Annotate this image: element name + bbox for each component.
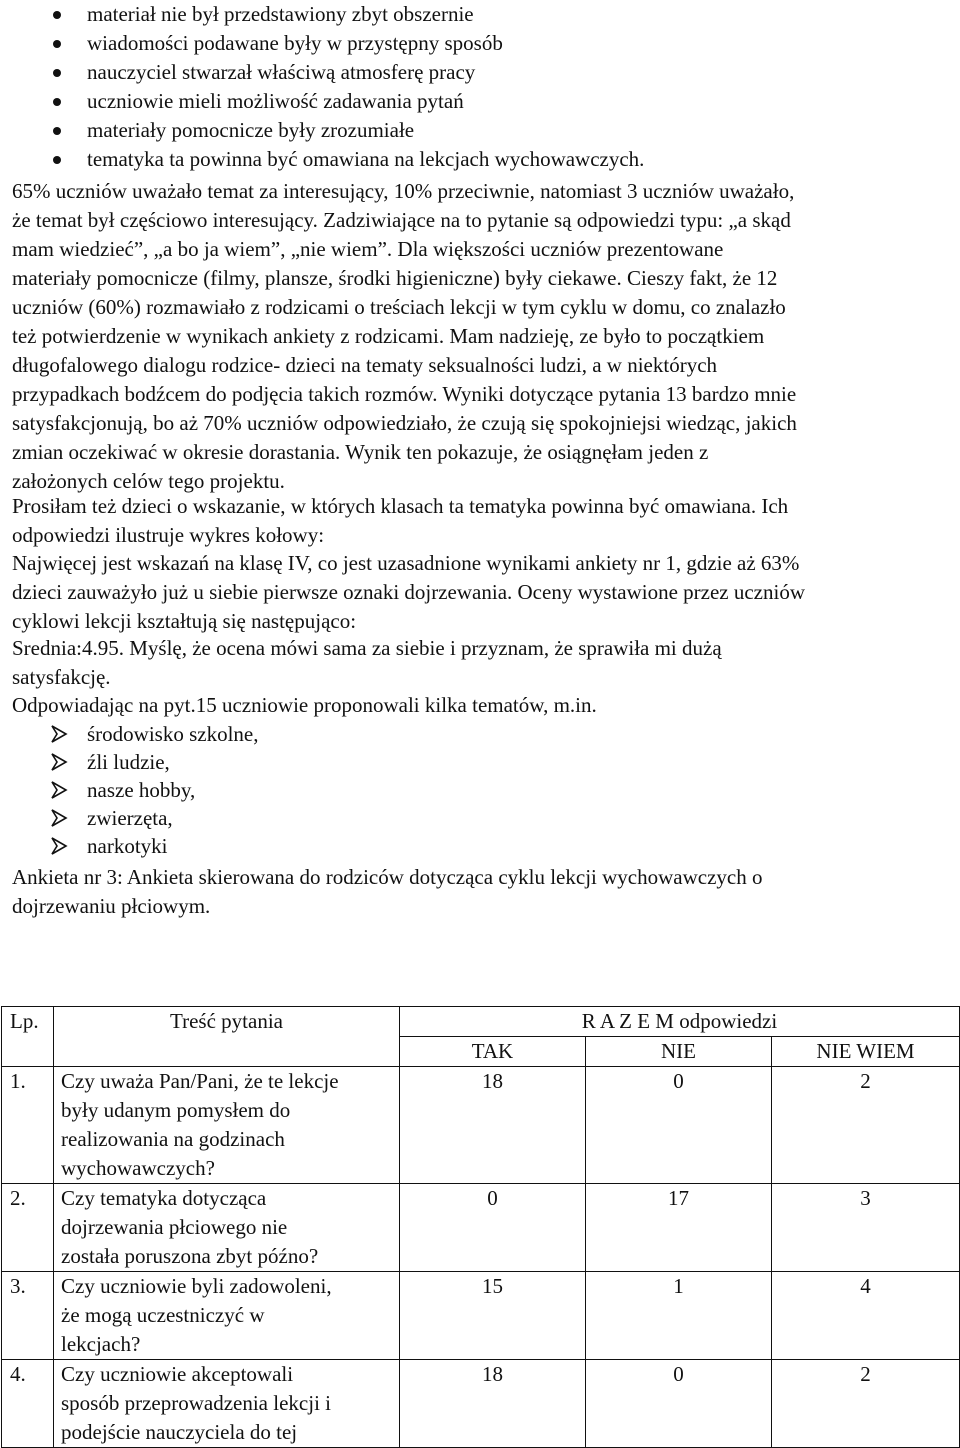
pie-chart-comment-paragraph: Najwięcej jest wskazań na klasę IV, co jest uzasadnione wynikami ankiety nr 1, gdzie aż 63% dzieci zauważyło już u siebie pierwsze oznaki dojrzewania. Oceny wystawione przez uczniów cyklowi lekcji kształtują się następująco: <box>12 551 805 633</box>
list-item: źli ludzie, <box>0 748 960 776</box>
table-row <box>2 1272 960 1360</box>
list-item: środowisko szkolne, <box>0 720 960 748</box>
topics-intro-paragraph: Odpowiadając na pyt.15 uczniowie proponowali kilka tematów, m.in. <box>12 693 597 717</box>
dont-know-header: NIE WIEM <box>772 1037 960 1067</box>
arrow-bullet-icon <box>49 752 69 772</box>
row-number: 4. <box>2 1360 54 1448</box>
arrow-bullet-icon <box>49 836 69 856</box>
table-row <box>2 1360 960 1448</box>
bullet-dot-icon <box>53 156 61 164</box>
bullet-dot-icon <box>53 11 61 19</box>
yes-count: 18 <box>400 1067 586 1184</box>
list-item: uczniowie mieli możliwość zadawania pytań <box>0 87 960 116</box>
dont-know-count: 4 <box>772 1272 960 1360</box>
row-number: 1. <box>2 1067 54 1184</box>
arrow-bullet-icon <box>49 808 69 828</box>
no-count: 1 <box>586 1272 772 1360</box>
lp-header: Lp. <box>2 1007 54 1067</box>
list-item: nauczyciel stwarzał właściwą atmosferę pracy <box>0 58 960 87</box>
row-number: 3. <box>2 1272 54 1360</box>
bullet-dot-icon <box>53 69 61 77</box>
list-item: narkotyki <box>0 832 960 860</box>
classes-paragraph: Prosiłam też dzieci o wskazanie, w których klasach ta tematyka powinna być omawiana. Ich odpowiedzi ilustruje wykres kołowy: <box>12 494 789 547</box>
yes-count: 18 <box>400 1360 586 1448</box>
dont-know-count: 2 <box>772 1067 960 1184</box>
yes-count: 15 <box>400 1272 586 1360</box>
yes-count: 0 <box>400 1184 586 1272</box>
survey-results-table <box>1 1006 960 1448</box>
question-cell: Czy uważa Pan/Pani, że te lekcje były udanym pomysłem do realizowania na godzinach wychowawczych? <box>54 1067 400 1184</box>
list-item: materiały pomocnicze były zrozumiałe <box>0 116 960 145</box>
dont-know-count: 3 <box>772 1184 960 1272</box>
arrow-bullet-icon <box>49 724 69 744</box>
bullet-dot-icon <box>53 40 61 48</box>
yes-header: TAK <box>400 1037 586 1067</box>
question-cell: Czy uczniowie byli zadowoleni, że mogą uczestniczyć w lekcjach? <box>54 1272 400 1360</box>
question-cell: Czy tematyka dotycząca dojrzewania płciowego nie została poruszona zbyt późno? <box>54 1184 400 1272</box>
answers-group-header: R A Z E M odpowiedzi <box>400 1007 960 1037</box>
table-header-row <box>2 1007 960 1037</box>
results-paragraph: 65% uczniów uważało temat za interesujący, 10% przeciwnie, natomiast 3 uczniów uważało, że temat był częściowo interesujący. Zadziwiające na to pytanie są odpowiedzi typu: „a skąd mam wiedzieć”, „a bo ja wiem”, „nie wiem”. Dla większości uczniów prezentowane materiały pomocnicze (filmy, plansze, środki higieniczne) były ciekawe. Cieszy fakt, że 12 uczniów (60%) rozmawiało z rodzicami o treściach lekcji w tym cyklu w domu, co znalazło też potwierdzenie w wynikach ankiety z rodzicami. Mam nadzieję, ze było to początkiem długofalowego dialogu rodzice- dzieci na tematy seksualności ludzi, a w niektórych przypadkach bodźcem do podjęcia takich rozmów. Wyniki dotyczące pytania 13 bardzo mnie satysfakcjonują, bo aż 70% uczniów odpowiedziało, że czują się spokojniejsi wiedząc, jakich zmian oczekiwać w okresie dorastania. Wynik ten pokazuje, że osiągnęłam jeden z założonych celów tego projektu. <box>12 179 797 493</box>
survey-3-heading: Ankieta nr 3: Ankieta skierowana do rodziców dotycząca cyklu lekcji wychowawczych o dojrzewaniu płciowym. <box>12 865 763 918</box>
list-item: zwierzęta, <box>0 804 960 832</box>
table-row <box>2 1067 960 1184</box>
proposed-topics-list <box>0 720 960 860</box>
list-item: nasze hobby, <box>0 776 960 804</box>
list-item: materiał nie był przedstawiony zbyt obszernie <box>0 0 960 29</box>
bullet-dot-icon <box>53 127 61 135</box>
table-row <box>2 1184 960 1272</box>
evaluation-bullet-list <box>0 0 960 174</box>
no-count: 0 <box>586 1360 772 1448</box>
arrow-bullet-icon <box>49 780 69 800</box>
question-cell: Czy uczniowie akceptowali sposób przeprowadzenia lekcji i podejście nauczyciela do tej <box>54 1360 400 1448</box>
list-item: tematyka ta powinna być omawiana na lekcjach wychowawczych. <box>0 145 960 174</box>
question-header: Treść pytania <box>54 1007 400 1067</box>
no-header: NIE <box>586 1037 772 1067</box>
average-score-paragraph: Srednia:4.95. Myślę, że ocena mówi sama za siebie i przyznam, że sprawiła mi dużą satysfakcję. <box>12 636 722 689</box>
dont-know-count: 2 <box>772 1360 960 1448</box>
bullet-dot-icon <box>53 98 61 106</box>
row-number: 2. <box>2 1184 54 1272</box>
no-count: 0 <box>586 1067 772 1184</box>
list-item: wiadomości podawane były w przystępny sposób <box>0 29 960 58</box>
no-count: 17 <box>586 1184 772 1272</box>
